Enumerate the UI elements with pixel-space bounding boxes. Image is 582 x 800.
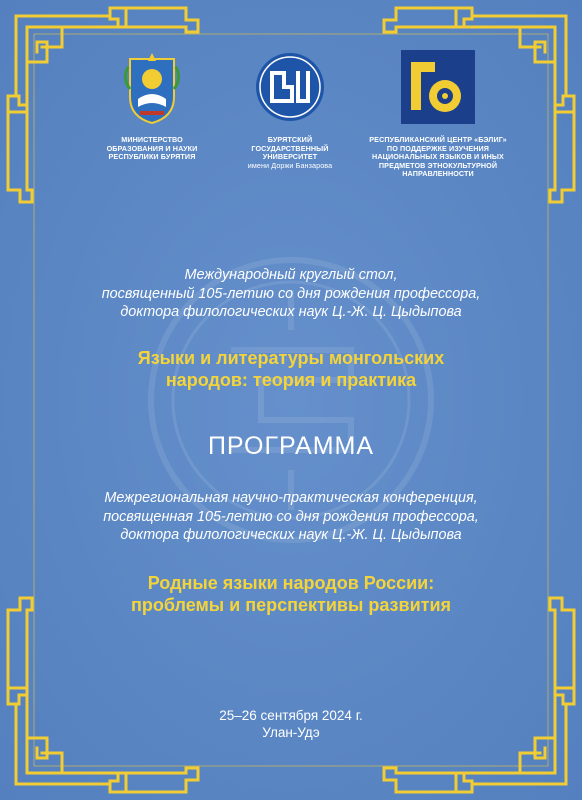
belig-center-logo-icon — [401, 50, 475, 124]
bsu-caption-subline: имени Доржи Банзарова — [247, 160, 333, 170]
event2-theme-line: Родные языки народов России: — [147, 573, 435, 593]
event-date: 25–26 сентября 2024 г. — [219, 708, 363, 723]
ministry-caption-line: ОБРАЗОВАНИЯ И НАУКИ — [106, 143, 198, 153]
belig-caption-line: ПРЕДМЕТОВ ЭТНОКУЛЬТУРНОЙ — [378, 160, 498, 170]
belig-caption-line: ПО ПОДДЕРЖКЕ ИЗУЧЕНИЯ — [386, 143, 490, 153]
ministry-caption-line: МИНИСТЕРСТВО — [121, 135, 183, 144]
event2-intro-line: Межрегиональная научно-практическая конференция, — [104, 490, 478, 506]
logo-ministry — [92, 48, 212, 162]
event-city: Улан-Удэ — [262, 725, 320, 740]
ministry-caption-line: РЕСПУБЛИКИ БУРЯТИЯ — [108, 152, 196, 162]
bsu-logo-icon — [254, 51, 326, 123]
logo-belig — [358, 48, 518, 179]
belig-caption-line: НАПРАВЛЕННОСТИ — [402, 169, 474, 179]
event2-intro-line: посвященная 105-летию со дня рождения профессора, — [103, 508, 479, 525]
bsu-caption-line: БУРЯТСКИЙ — [267, 135, 313, 144]
event1-theme-line: народов: теория и практика — [165, 370, 417, 390]
bsu-caption-line: ГОСУДАРСТВЕННЫЙ — [251, 143, 329, 153]
event2-theme-line: проблемы и перспективы развития — [130, 595, 452, 615]
event2-theme — [40, 572, 542, 616]
logo-bsu — [225, 48, 355, 170]
event1-intro-line: доктора филологических наук Ц.-Ж. Ц. Цыдыпова — [120, 304, 462, 320]
program-title: ПРОГРАММА — [207, 432, 375, 460]
event1-theme — [40, 347, 542, 391]
event2-intro-line: доктора филологических наук Ц.-Ж. Ц. Цыдыпова — [120, 527, 462, 543]
event1-intro — [40, 266, 542, 322]
event2-intro — [40, 489, 542, 545]
buryatia-coat-of-arms-icon — [122, 49, 182, 125]
belig-caption-line: НАЦИОНАЛЬНЫХ ЯЗЫКОВ И ИНЫХ — [372, 152, 504, 162]
event1-intro-line: посвященный 105-летию со дня рождения профессора, — [101, 285, 481, 302]
bsu-caption-line: УНИВЕРСИТЕТ — [262, 152, 318, 162]
event1-intro-line: Международный круглый стол, — [184, 267, 398, 283]
event1-theme-line: Языки и литературы монгольских — [137, 348, 445, 368]
belig-caption-line: РЕСПУБЛИКАНСКИЙ ЦЕНТР «БЭЛИГ» — [369, 135, 507, 144]
